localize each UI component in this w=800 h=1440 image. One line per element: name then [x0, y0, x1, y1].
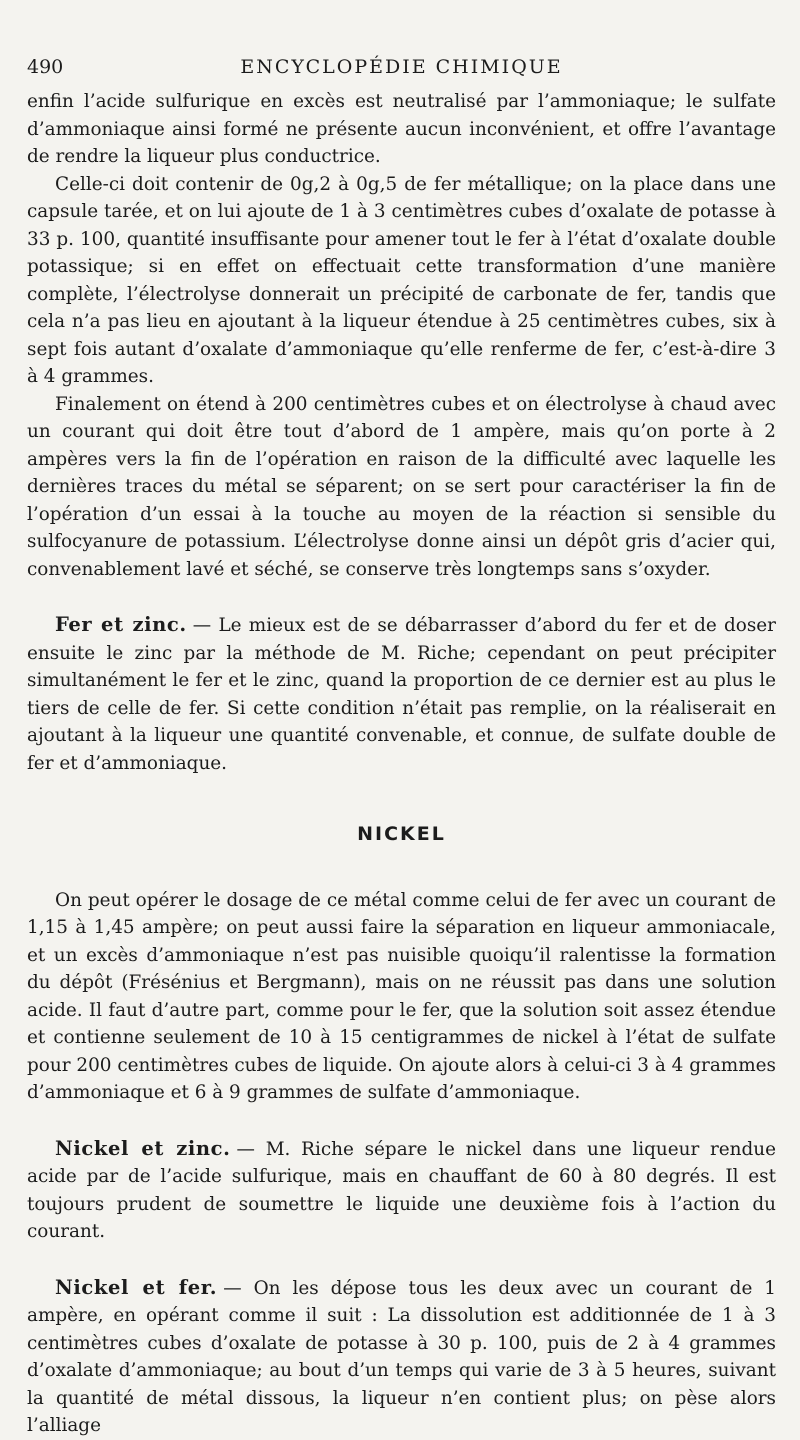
- nickel-zinc-dash: —: [236, 1138, 255, 1160]
- page-number: 490: [27, 56, 64, 78]
- page-body: [27, 88, 776, 1440]
- section-nickel-et-zinc: [27, 1135, 776, 1246]
- nickel-zinc-title: Nickel et zinc.: [55, 1136, 231, 1160]
- fer-zinc-text: Le mieux est de se débarrasser d’abord du fer et de doser ensuite le zinc par la méthode de M. Riche; cependant on peut précipiter simultanément le fer et le zinc, quand la proportion de ce dernier est au plus le tiers de celle de fer. Si cette condition n’était pas remplie, on la réaliserait en ajoutant à la liqueur une quantité convenable, et connue, de sulfate double de fer et d’ammoniaque.: [27, 615, 776, 774]
- running-title: ENCYCLOPÉDIE CHIMIQUE: [240, 56, 563, 78]
- paragraph-electrolysis: Finalement on étend à 200 centimètres cubes et on électrolyse à chaud avec un courant qui doit être tout d’abord de 1 ampère, mais qu’on porte à 2 ampères vers la fin de l’opération en raison de la difficulté avec laquelle les dernières traces du métal se séparent; on se sert pour caractériser la fin de l’opération d’un essai à la touche au moyen de la réaction si sensible du sulfocyanure de potassium. L’électrolyse donne ainsi un dépôt gris d’acier qui, convenablement lavé et séché, se conserve très longtemps sans s’oxyder.: [27, 393, 776, 580]
- nickel-fer-title: Nickel et fer.: [55, 1275, 218, 1299]
- nickel-zinc-text: M. Riche sépare le nickel dans une liqueur rendue acide par de l’acide sulfurique, mais en chauffant de 60 à 80 degrés. Il est toujours prudent de soumettre le liquide une deuxième fois à l’action du courant.: [27, 1138, 776, 1242]
- section-nickel-et-fer: [27, 1274, 776, 1440]
- nickel-heading: NICKEL: [357, 823, 446, 845]
- fer-zinc-dash: —: [192, 615, 212, 636]
- paragraph-continuation: enfin l’acide sulfurique en excès est neutralisé par l’ammoniaque; le sulfate d’ammoniaque ainsi formé ne présente aucun inconvénient, et offre l’avantage de rendre la liqueur plus conductrice.: [27, 91, 776, 167]
- paragraph-iron-solution: Celle-ci doit contenir de 0g,2 à 0g,5 de fer métallique; on la place dans une capsule tarée, et on lui ajoute de 1 à 3 centimètres cubes d’oxalate de potasse à 33 p. 100, quantité insuffisante pour amener tout le fer à l’état d’oxalate double potassique; si en effet on effectuait cette transformation d’une manière complète, l’électrolyse donnerait un précipité de carbonate de fer, tandis que cela n’a pas lieu en ajoutant à la liqueur étendue à 25 centimètres cubes, six à sept fois autant d’oxalate d’ammoniaque qu’elle renferme de fer, c’est-à-dire 3 à 4 grammes.: [27, 173, 776, 387]
- paragraph-nickel: On peut opérer le dosage de ce métal comme celui de fer avec un courant de 1,15 à 1,45 ampère; on peut aussi faire la séparation en liqueur ammoniacale, et un excès d’ammoniaque n’est pas nuisible quoiqu’il ralentisse la formation du dépôt (Frésénius et Bergmann), mais on ne réussit pas dans une solution acide. Il faut d’autre part, comme pour le fer, que la solution soit assez étendue et contienne seulement de 10 à 15 centigrammes de nickel à l’état de sulfate pour 200 centimètres cubes de liquide. On ajoute alors à celui-ci 3 à 4 grammes d’ammoniaque et 6 à 9 grammes de sulfate d’ammoniaque.: [27, 889, 776, 1103]
- section-fer-et-zinc: [27, 611, 776, 777]
- fer-zinc-title: Fer et zinc.: [55, 613, 187, 636]
- page-header: [27, 56, 776, 80]
- nickel-fer-dash: —: [223, 1277, 242, 1299]
- nickel-fer-text: On les dépose tous les deux avec un courant de 1 ampère, en opérant comme il suit : La dissolution est additionnée de 1 à 3 centimètres cubes d’oxalate de potasse à 30 p. 100, puis de 2 à 4 grammes d’oxalate d’ammoniaque; au bout d’un temps qui varie de 3 à 5 heures, suivant la quantité de métal dissous, la liqueur n’en contient plus; on pèse alors l’alliage: [27, 1277, 777, 1436]
